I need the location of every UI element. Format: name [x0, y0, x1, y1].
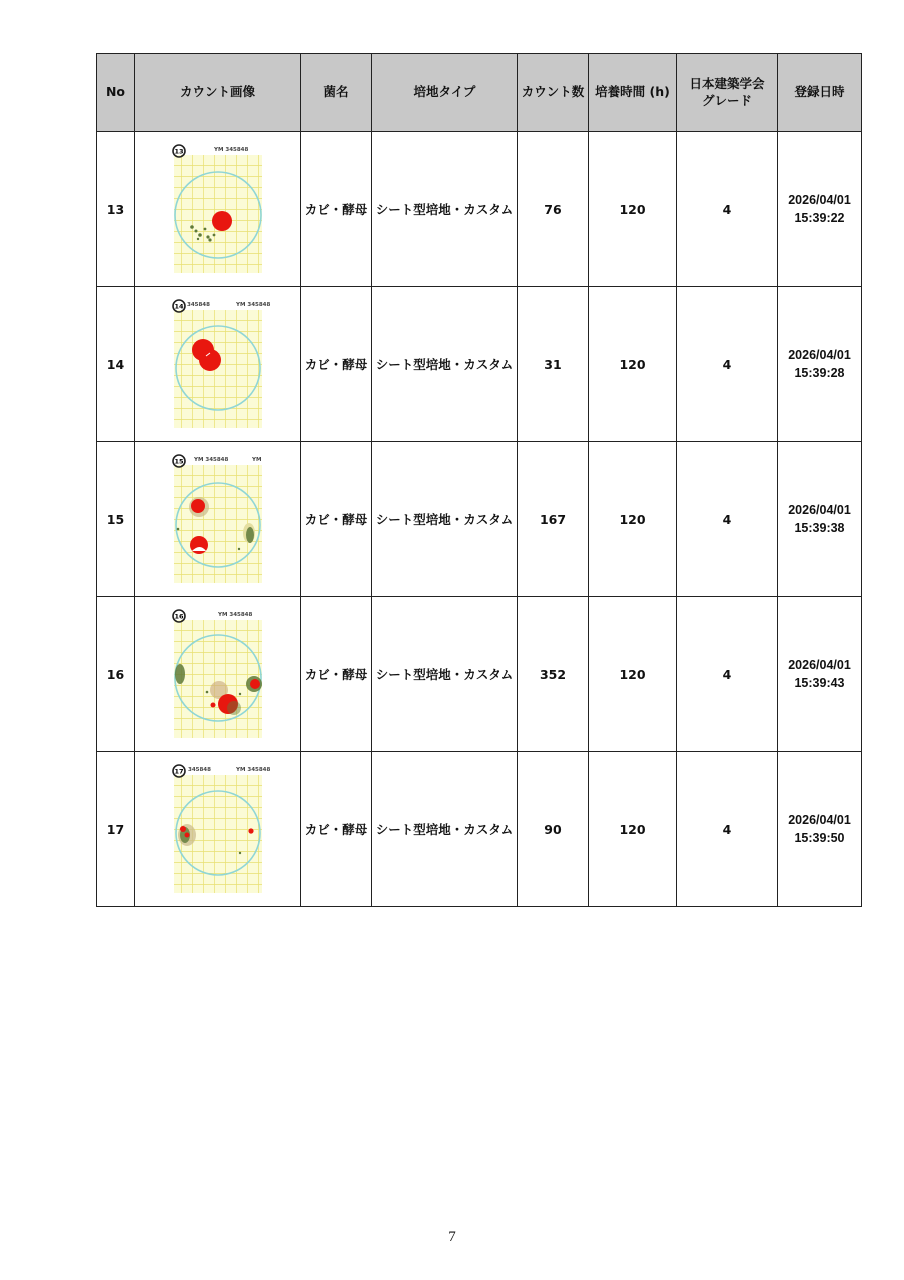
grade-cell: 4	[677, 752, 778, 907]
hours-cell: 120	[589, 442, 677, 597]
registered-date: 2026/04/01	[788, 502, 851, 517]
count-cell: 90	[518, 752, 589, 907]
sheet-code-label: YM 345848	[235, 767, 270, 773]
sheet-marker-number: 15	[173, 457, 184, 466]
sheet-marker-17	[173, 765, 185, 777]
sheet-marker-number: 17	[173, 767, 184, 776]
grade-cell: 4	[677, 442, 778, 597]
table-row	[97, 752, 862, 907]
header-count: カウント数	[518, 54, 589, 132]
culture-sheet-image	[170, 143, 266, 275]
sheet-marker-15	[173, 455, 185, 467]
count-results-table	[96, 53, 862, 907]
medium-cell: シート型培地・カスタム	[372, 597, 518, 752]
registered-date: 2026/04/01	[788, 347, 851, 362]
row-no: 15	[97, 442, 135, 597]
count-cell: 352	[518, 597, 589, 752]
count-image-cell	[135, 597, 301, 752]
hours-cell: 120	[589, 132, 677, 287]
table-row	[97, 132, 862, 287]
sheet-code-label: YM 345848	[235, 302, 270, 308]
header-aij-grade-line1: 日本建築学会	[689, 75, 765, 91]
count-image-cell	[135, 132, 301, 287]
header-registered-at: 登録日時	[778, 54, 862, 132]
registered-cell	[778, 132, 862, 287]
sheet-marker-14	[173, 300, 185, 312]
sheet-code-label: YM 345848	[213, 147, 248, 153]
species-cell: カビ・酵母	[301, 752, 372, 907]
registered-time: 15:39:22	[794, 211, 845, 225]
registered-cell	[778, 442, 862, 597]
sheet-code-label: 345848	[187, 767, 211, 773]
culture-sheet-image	[170, 763, 270, 895]
table-row	[97, 442, 862, 597]
header-medium-type: 培地タイプ	[372, 54, 518, 132]
count-image-cell	[135, 752, 301, 907]
species-cell: カビ・酵母	[301, 287, 372, 442]
species-cell: カビ・酵母	[301, 132, 372, 287]
culture-sheet-image	[170, 298, 270, 430]
registered-cell	[778, 597, 862, 752]
row-no: 14	[97, 287, 135, 442]
table-row	[97, 287, 862, 442]
sheet-marker-13	[173, 145, 185, 157]
count-cell: 167	[518, 442, 589, 597]
registered-cell	[778, 752, 862, 907]
species-cell: カビ・酵母	[301, 442, 372, 597]
grade-cell: 4	[677, 597, 778, 752]
count-cell: 31	[518, 287, 589, 442]
hours-cell: 120	[589, 597, 677, 752]
row-no: 16	[97, 597, 135, 752]
medium-cell: シート型培地・カスタム	[372, 752, 518, 907]
registered-time: 15:39:28	[794, 366, 845, 380]
row-no: 17	[97, 752, 135, 907]
registered-time: 15:39:50	[794, 831, 845, 845]
registered-date: 2026/04/01	[788, 192, 851, 207]
sheet-code-label: YM 345848	[217, 612, 252, 618]
culture-sheet-image	[170, 608, 266, 740]
header-count-image: カウント画像	[135, 54, 301, 132]
registered-time: 15:39:38	[794, 521, 845, 535]
header-aij-grade-line2: グレード	[701, 92, 752, 108]
sheet-code-label: YM	[251, 457, 261, 463]
count-image-cell	[135, 442, 301, 597]
sheet-code-label: 345848	[186, 302, 210, 308]
row-no: 13	[97, 132, 135, 287]
medium-cell: シート型培地・カスタム	[372, 442, 518, 597]
grade-cell: 4	[677, 132, 778, 287]
table-header-row	[97, 54, 862, 132]
hours-cell: 120	[589, 287, 677, 442]
culture-sheet-image	[170, 453, 266, 585]
medium-cell: シート型培地・カスタム	[372, 287, 518, 442]
table-row	[97, 597, 862, 752]
hours-cell: 120	[589, 752, 677, 907]
sheet-marker-number: 16	[173, 612, 184, 621]
sheet-marker-number: 14	[173, 302, 184, 311]
header-aij-grade	[677, 54, 778, 132]
sheet-marker-number: 13	[173, 147, 184, 156]
header-no: No	[97, 54, 135, 132]
registered-date: 2026/04/01	[788, 657, 851, 672]
grade-cell: 4	[677, 287, 778, 442]
sheet-code-label: YM 345848	[193, 457, 228, 463]
page-number: 7	[448, 1229, 456, 1245]
medium-cell: シート型培地・カスタム	[372, 132, 518, 287]
registered-cell	[778, 287, 862, 442]
sheet-marker-16	[173, 610, 185, 622]
header-culture-hours: 培養時間 (h)	[589, 54, 677, 132]
header-species: 菌名	[301, 54, 372, 132]
species-cell: カビ・酵母	[301, 597, 372, 752]
count-cell: 76	[518, 132, 589, 287]
registered-date: 2026/04/01	[788, 812, 851, 827]
count-image-cell	[135, 287, 301, 442]
registered-time: 15:39:43	[794, 676, 845, 690]
